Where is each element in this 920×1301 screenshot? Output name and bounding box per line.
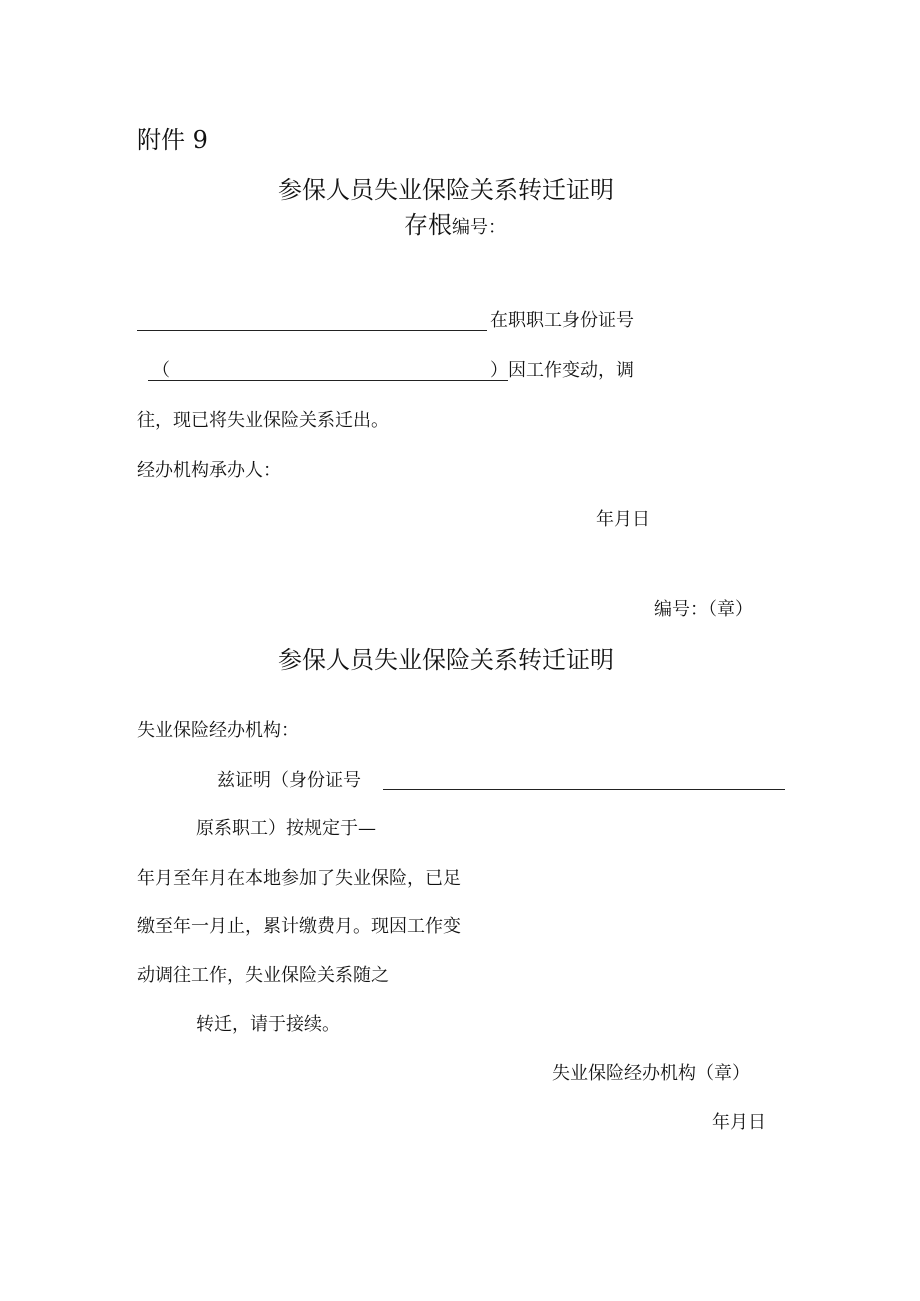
stub-handler: 经办机构承办人：: [137, 460, 281, 481]
stub-subtitle-main: 存根: [404, 211, 452, 239]
stub-line2-open-paren: （: [152, 360, 170, 381]
cert-line6: 转迁，请于接续。: [196, 1014, 340, 1035]
stub-line1-tail: 在职职工身份证号: [490, 310, 634, 331]
cert-title: 参保人员失业保险关系转迁证明: [278, 646, 614, 674]
cert-line4: 缴至年一月止，累计缴费月。现因工作变: [137, 916, 461, 937]
stub-title: 参保人员失业保险关系转迁证明: [278, 176, 614, 204]
cert-line1: 兹证明（身份证号: [217, 770, 361, 791]
cert-number-seal: 编号：（章）: [654, 599, 753, 620]
stub-line3: 往，现已将失业保险关系迁出。: [137, 410, 389, 431]
stub-line2-tail: ）因工作变动，调: [490, 360, 634, 381]
cert-addressee: 失业保险经办机构：: [137, 720, 299, 741]
cert-line5: 动调往工作，失业保险关系随之: [137, 965, 389, 986]
stub-name-blank: [137, 330, 487, 331]
cert-id-blank: [383, 789, 785, 790]
cert-date: 年月日: [712, 1112, 766, 1133]
cert-signature: 失业保险经办机构（章）: [552, 1063, 750, 1084]
stub-date: 年月日: [596, 509, 650, 530]
stub-number-label: 编号：: [452, 217, 506, 238]
attachment-label: 附件 9: [137, 126, 208, 154]
stub-subtitle: [404, 213, 506, 237]
cert-line3: 年月至年月在本地参加了失业保险，已足: [137, 868, 461, 889]
cert-line2: 原系职工）按规定于—: [196, 818, 376, 839]
stub-id-blank: [148, 380, 508, 381]
